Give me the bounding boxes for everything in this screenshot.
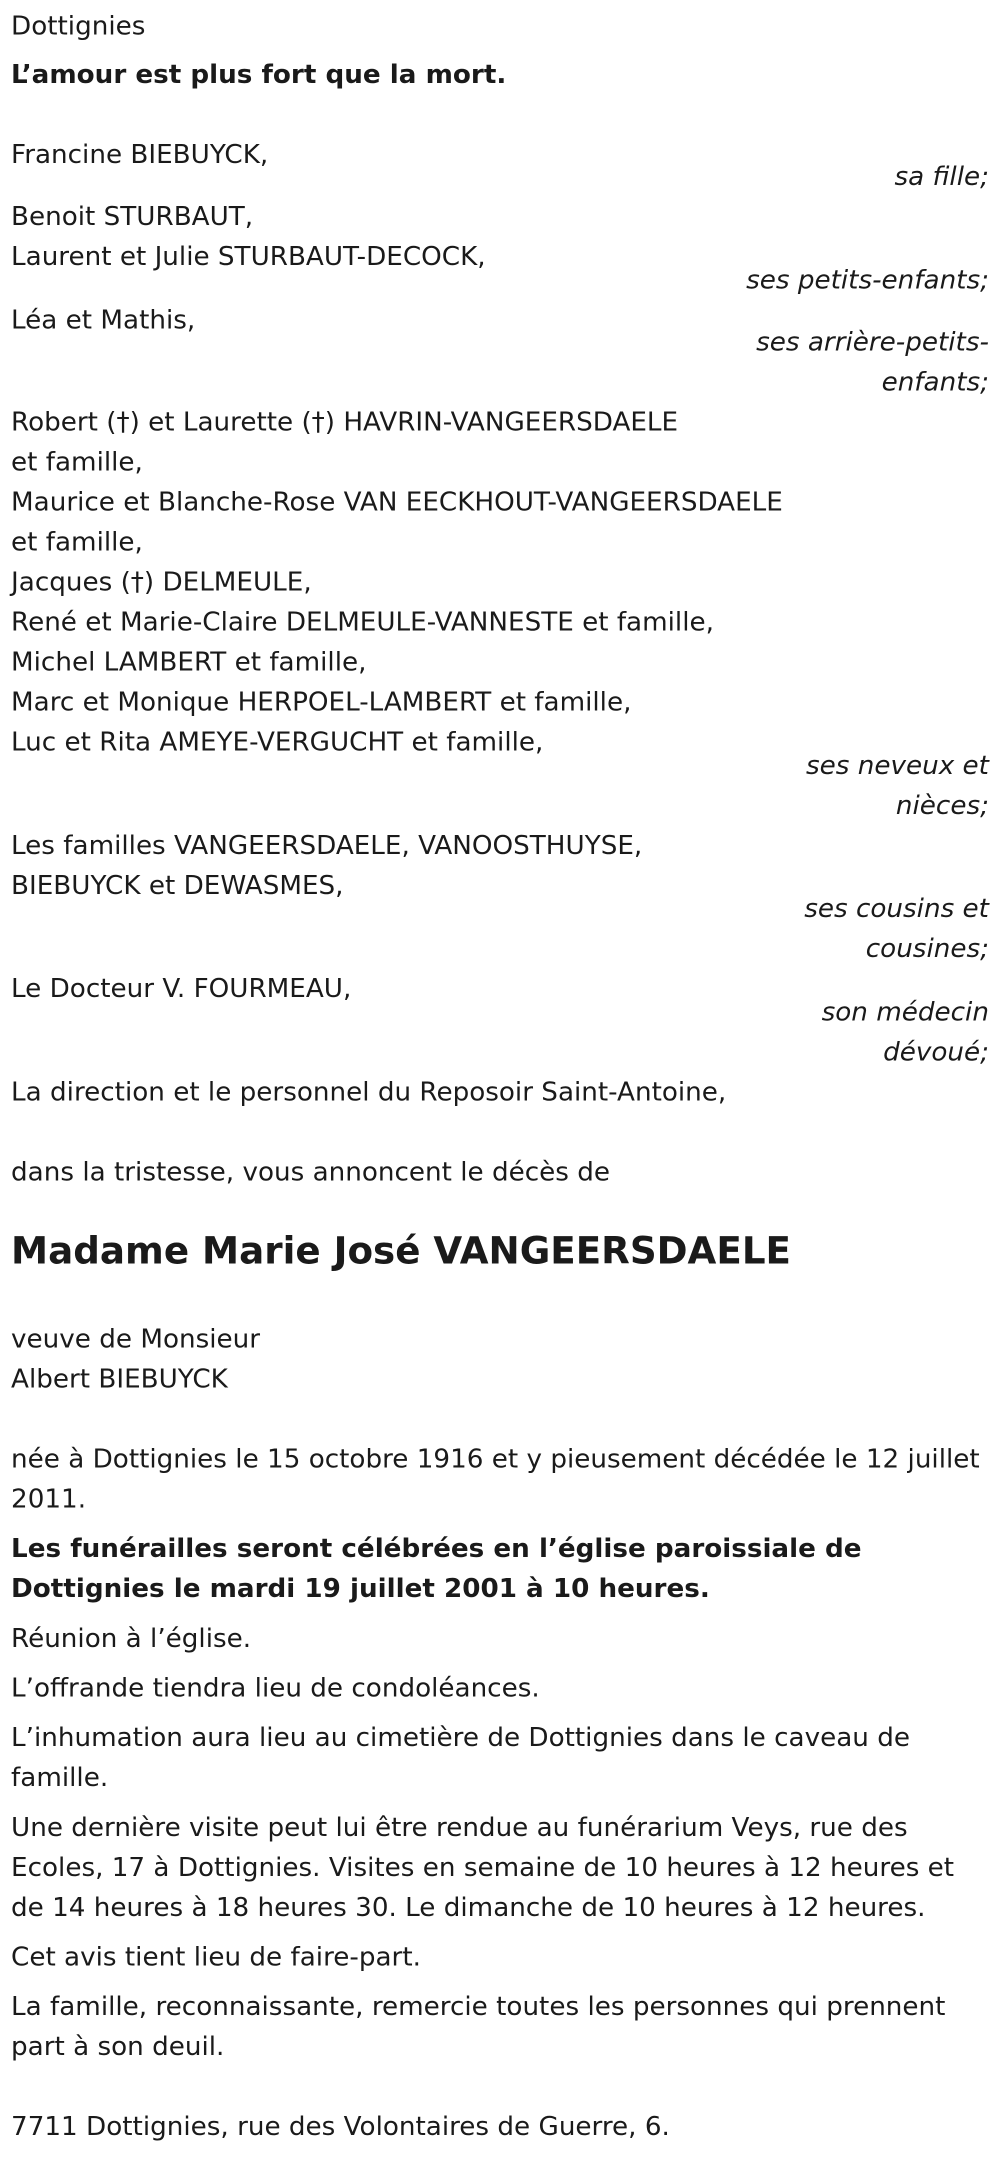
relative-direction: La direction et le personnel du Reposoir Saint-Antoine, [11,1077,727,1108]
address: 7711 Dottignies, rue des Volontaires de Guerre, 6. [11,2111,670,2143]
funeral-text: Les funérailles seront célébrées en l’église paroissiale de Dottignies le mardi 19 juillet 2001 à 10 heures. [11,1533,862,1605]
offrande-text: L’offrande tiendra lieu de condoléances. [11,1673,540,1704]
reunion-text: Réunion à l’église. [11,1623,252,1654]
relative-lea: Léa et Mathis, [11,304,196,336]
role-doctor-line1: son médecin [821,997,989,1028]
relative-robert-line1: Robert (†) et Laurette (†) HAVRIN-VANGEERSDAELE [11,406,679,438]
role-daughter: sa fille; [894,161,989,192]
relative-laurent: Laurent et Julie STURBAUT-DECOCK, [11,241,486,272]
deceased-name: Madame Marie José VANGEERSDAELE [11,1230,792,1274]
avis-text: Cet avis tient lieu de faire-part. [11,1942,421,1973]
relative-docteur: Le Docteur V. FOURMEAU, [11,973,352,1005]
widow-line2: Albert BIEBUYCK [11,1364,228,1395]
role-nephews-line1: ses neveux et [805,750,989,781]
role-doctor-line2: dévoué; [883,1037,989,1068]
visite-text: Une dernière visite peut lui être rendue au funérarium Veys, rue des Ecoles, 17 à Dottignies. Visites en semaine de 10 heures à 12 heures et de 14 heures à 18 heures 30. Le dimanche de 10 heures à 12 heures. [11,1812,955,1923]
widow-line1: veuve de Monsieur [11,1324,261,1355]
relative-rene: René et Marie-Claire DELMEULE-VANNESTE et famille, [11,606,714,638]
motto: L’amour est plus fort que la mort. [11,59,507,90]
relative-marc: Marc et Monique HERPOEL-LAMBERT et famille, [11,686,632,718]
role-grandchildren: ses petits-enfants; [746,264,989,296]
relative-jacques: Jacques (†) DELMEULE, [11,566,312,598]
role-great-grandchildren-line1: ses arrière-petits- [756,326,989,358]
relative-benoit: Benoit STURBAUT, [11,201,254,232]
announcement-intro: dans la tristesse, vous annoncent le décès de [11,1157,611,1188]
relative-maurice-line2: et famille, [11,526,143,558]
place-name: Dottignies [11,11,146,42]
role-cousins-line2: cousines; [865,933,989,965]
relative-maurice-line1: Maurice et Blanche-Rose VAN EECKHOUT-VANGEERSDAELE [11,486,783,518]
role-great-grandchildren-line2: enfants; [881,366,989,398]
relative-luc: Luc et Rita AMEYE-VERGUCHT et famille, [11,726,544,758]
relative-familles-line2: BIEBUYCK et DEWASMES, [11,870,344,901]
relative-francine: Francine BIEBUYCK, [11,139,269,170]
remerciement-text: La famille, reconnaissante, remercie toutes les personnes qui prennent part à son deuil. [11,1991,946,2063]
role-cousins-line1: ses cousins et [804,893,989,925]
role-nephews-line2: nièces; [895,790,989,821]
relative-robert-line2: et famille, [11,446,143,478]
relative-familles-line1: Les familles VANGEERSDAELE, VANOOSTHUYSE, [11,830,643,861]
birth-death-text: née à Dottignies le 15 octobre 1916 et y pieusement décédée le 12 juillet 2011. [11,1444,980,1515]
inhumation-text: L’inhumation aura lieu au cimetière de Dottignies dans le caveau de famille. [11,1722,910,1794]
relative-michel: Michel LAMBERT et famille, [11,646,367,678]
